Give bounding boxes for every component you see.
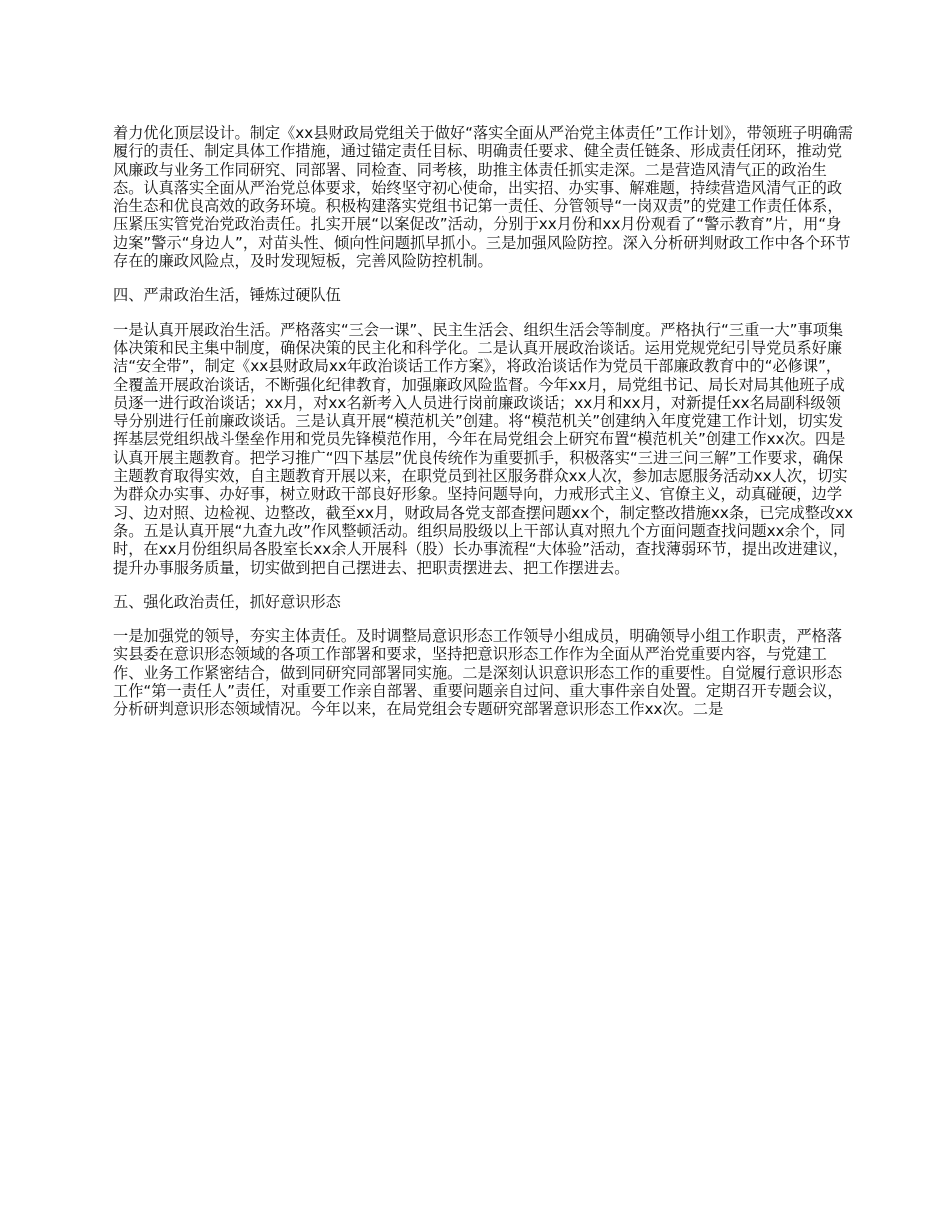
body-paragraph-1: 着力优化顶层设计。制定《xx县财政局党组关于做好“落实全面从严治党主体责任”工作计划》，带领班子明确需履行的责任、制定具体工作措施，通过锚定责任目标、明确责任要求、健全责任链条、形成责任闭环，推动党风廉政与业务工作同研究、同部署、同检查、同考核，助推主体责任抓实走深。二是营造风清气正的政治生态。认真落实全面从严治党总体要求，始终坚守初心使命，出实招、办实事、解难题，持续营造风清气正的政治生态和优良高效的政务环境。积极构建落实党组书记第一责任、分管领导“一岗双责”的党建工作责任体系，压紧压实管党治党政治责任。扎实开展“以案促改”活动，分别于xx月份和xx月份观看了“警示教育”片，用“身边案”警示“身边人”，对苗头性、倾向性问题抓早抓小。三是加强风险防控。深入分析研判财政工作中各个环节存在的廉政风险点，及时发现短板，完善风险防控机制。 xyxy=(113,124,853,271)
body-paragraph-3: 一是加强党的领导，夯实主体责任。及时调整局意识形态工作领导小组成员，明确领导小组工作职责，严格落实县委在意识形态领域的各项工作部署和要求，坚持把意识形态工作作为全面从严治党重要内容，与党建工作、业务工作紧密结合，做到同研究同部署同实施。二是深刻认识意识形态工作的重要性。自觉履行意识形态工作“第一责任人”责任，对重要工作亲自部署、重要问题亲自过问、重大事件亲自处置。定期召开专题会议，分析研判意识形态领域情况。今年以来，在局党组会专题研究部署意识形态工作xx次。二是 xyxy=(113,627,843,719)
paragraph-gap xyxy=(113,305,855,321)
document-page xyxy=(113,124,855,719)
paragraph-gap xyxy=(113,270,855,286)
section-heading-4: 四、严肃政治生活，锤炼过硬队伍 xyxy=(113,286,341,305)
paragraph-gap xyxy=(113,577,855,593)
section-heading-5: 五、强化政治责任，抓好意识形态 xyxy=(113,592,341,611)
body-paragraph-2: 一是认真开展政治生活。严格落实“三会一课”、民主生活会、组织生活会等制度。严格执行“三重一大”事项集体决策和民主集中制度，确保决策的民主化和科学化。二是认真开展政治谈话。运用党规党纪引导党员系好廉洁“安全带”，制定《xx县财政局xx年政治谈话工作方案》，将政治谈话作为党员干部廉政教育中的“必修课”，全覆盖开展政治谈话，不断强化纪律教育，加强廉政风险监督。今年xx月，局党组书记、局长对局其他班子成员逐一进行政治谈话；xx月，对xx名新考入人员进行岗前廉政谈话；xx月和xx月，对新提任xx名局副科级领导分别进行任前廉政谈话。三是认真开展“模范机关”创建。将“模范机关”创建纳入年度党建工作计划，切实发挥基层党组织战斗堡垒作用和党员先锋模范作用，今年在局党组会上研究布置“模范机关”创建工作xx次。四是认真开展主题教育。把学习推广“四下基层”优良传统作为重要抓手，积极落实“三进三问三解”工作要求，确保主题教育取得实效，自主题教育开展以来，在职党员到社区服务群众xx人次，参加志愿服务活动xx人次，切实为群众办实事、办好事，树立财政干部良好形象。坚持问题导向，力戒形式主义、官僚主义，动真碰硬，边学习、边对照、边检视、边整改，截至xx月，财政局各党支部查摆问题xx个，制定整改措施xx条，已完成整改xx条。五是认真开展“九查九改”作风整顿活动。组织局股级以上干部认真对照九个方面问题查找问题xx余个，同时，在xx月份组织局各股室长xx余人开展科（股）长办事流程“大体验”活动，查找薄弱环节，提出改进建议，提升办事服务质量，切实做到把自己摆进去、把职责摆进去、把工作摆进去。 xyxy=(113,320,854,577)
paragraph-gap xyxy=(113,611,855,627)
